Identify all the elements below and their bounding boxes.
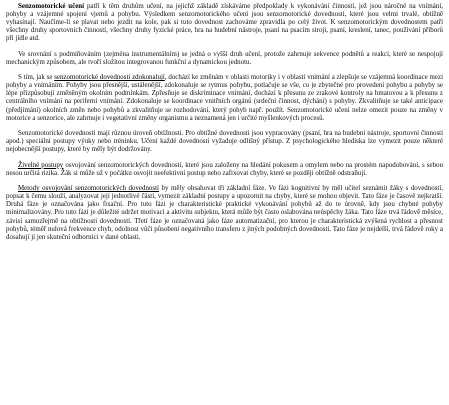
term-senzomotoricke-uceni: Senzomotorické učení — [18, 2, 85, 10]
paragraph-text: patří k těm druhům učení, na jejichž základě získáváme předpoklady k vykonávání činností, jež jsou náročné na vnímání, pohyby a vzájemné spojení vjemů a pohybu. Výsledkem senzomotorického učení jsou senzomotorické dovednosti, které jsou velmi trvalé, obtížně vyhasínají. Naučíme-li se plavat nebo jezdit na kole, pak si tuto dovednost zachováme zpravidla po celý život. K senzomotorickým dovednostem patří všechny druhy sportovních činností, všechny druhy fyzické práce, hra na hudební nástroje, psaní na psacím stroji, psaní, kreslení, tanec, používání příborů při jídle atd. — [6, 2, 443, 43]
term-zivelne-postupy: Živelné postupy — [18, 160, 64, 169]
paragraph-text: by měly obsahovat tři základní fáze. Ve fázi kognitivní by měl učitel seznámit žáky s dovedností, popsat k čemu slouží, analyzovat její jednotlivé části, vymezit základní postupy a upozornit na chyby, které se mohou objevit. Tato fáze je časově nejkratší. Druhá fáze je označována jako fixační. Pro tuto fázi je charakteristické praktické vykonávání pohybů až do te úrovně, kdy jsou chybné pohyby minimalizovány. Pro tuto fázi je důležité udržet motivaci a aktivitu subjektu, která může být často oslabována neúspěchy žáka. Tato fáze trvá řádově měsíce, závisí samozřejmě na obtížnosti dovedností. Třetí fáze je označovaná jako fáze automatizační, pro kterou je charakteristická zvýšená rychlost a přesnost pohybů, téměř nulová frekvence chyb, odolnost vůči působení negativního transferu z jiných podobných dovedností. Tato fáze je nejdelší, trvá řádově roky a dosahují jí jen skuteční odborníci v dané oblasti. — [6, 184, 443, 241]
paragraph-gap — [6, 42, 443, 50]
term-dovednosti-zdokonaluji: senzomotorické dovednosti zdokonalují — [54, 73, 165, 82]
paragraph-gap — [6, 153, 443, 161]
paragraph-text: Senzomotorické dovednosti mají různou úroveň obtížnosti. Pro obtížné dovednosti jsou vypracovány (psaní, hra na hudební nástroje, sportovní činnosti apod.) speciální postupy výuky nebo tréninku. Učení každé dovednosti vyžaduje odlišný přístup. Z psychologického hlediska lze vymezit pouze některé nejobecnější postupy, které by měly být dodržovány. — [6, 129, 443, 154]
paragraph-text: osvojování senzomotorických dovedností, které jsou založeny na hledání pokusem a omylem nebo na prostém napodobování, s sebou nesou určitá rizika. Žák si může už v počátku osvojit neefektivní postup nebo zafixovat chyby, které se později obtížně odstraňují. — [6, 160, 443, 177]
term-metody-osvojovani: Metody osvojování senzomotorických dovedností — [18, 184, 159, 193]
paragraph-text: Ve srovnání s podmiňováním (zejména instrumentálním) se jedná o vyšší druh učení, protože zahrnuje sekvence podnětů a reakcí, které se nespojují mechanickým způsobem, ale tvoří složitou integrovanou funkční a dynamickou jednotu. — [6, 49, 443, 66]
paragraph-text: S tím, jak se — [18, 73, 55, 82]
paragraph-gap — [6, 177, 443, 185]
paragraph-obtiznost — [6, 129, 443, 153]
paragraph-zivelne-postupy — [6, 161, 443, 177]
paragraph-metody — [6, 184, 443, 240]
paragraph-senzomotoricke-uceni — [6, 2, 443, 42]
paragraph-gap — [6, 66, 443, 74]
paragraph-text: , dochází ke změnám v oblasti motoriky i v oblasti vnímání a zlepšuje se vzájemná koordinace mezi pohyby a vnímáním. Pohyby jsou přesnější, ustálenější, zdokonaluje se rytmus pohybu, potlačuje se vše, co je zbytečné pro provedení pohybu a pohyby se lépe přizpůsobují změněným okolním podmínkám. Zpřesňuje se diskriminace vnímání, dochází k přesunu ze zrakové kontroly na hmatovou a k přesunu z centrálního vnímání na periferní vnímání. Zdokonaluje se koordinace vnitřních orgánů (srdeční činnost, dýchání) s pohyby. Zkvalitňuje se také anticipace (předjímání) okolních změn nebo pohybů a zkvalitňuje se rozhodování, který pohyb např. použít. Senzomotorické učení nelze omezit pouze na změny v motorice a senzorice, ale zahrnuje i vegetativní změny organismu a neznamená jen i určité myšlenkových procesů. — [6, 73, 444, 122]
paragraph-zdokonalovani — [6, 73, 443, 121]
paragraph-srovnani — [6, 50, 443, 66]
paragraph-gap — [6, 122, 443, 130]
